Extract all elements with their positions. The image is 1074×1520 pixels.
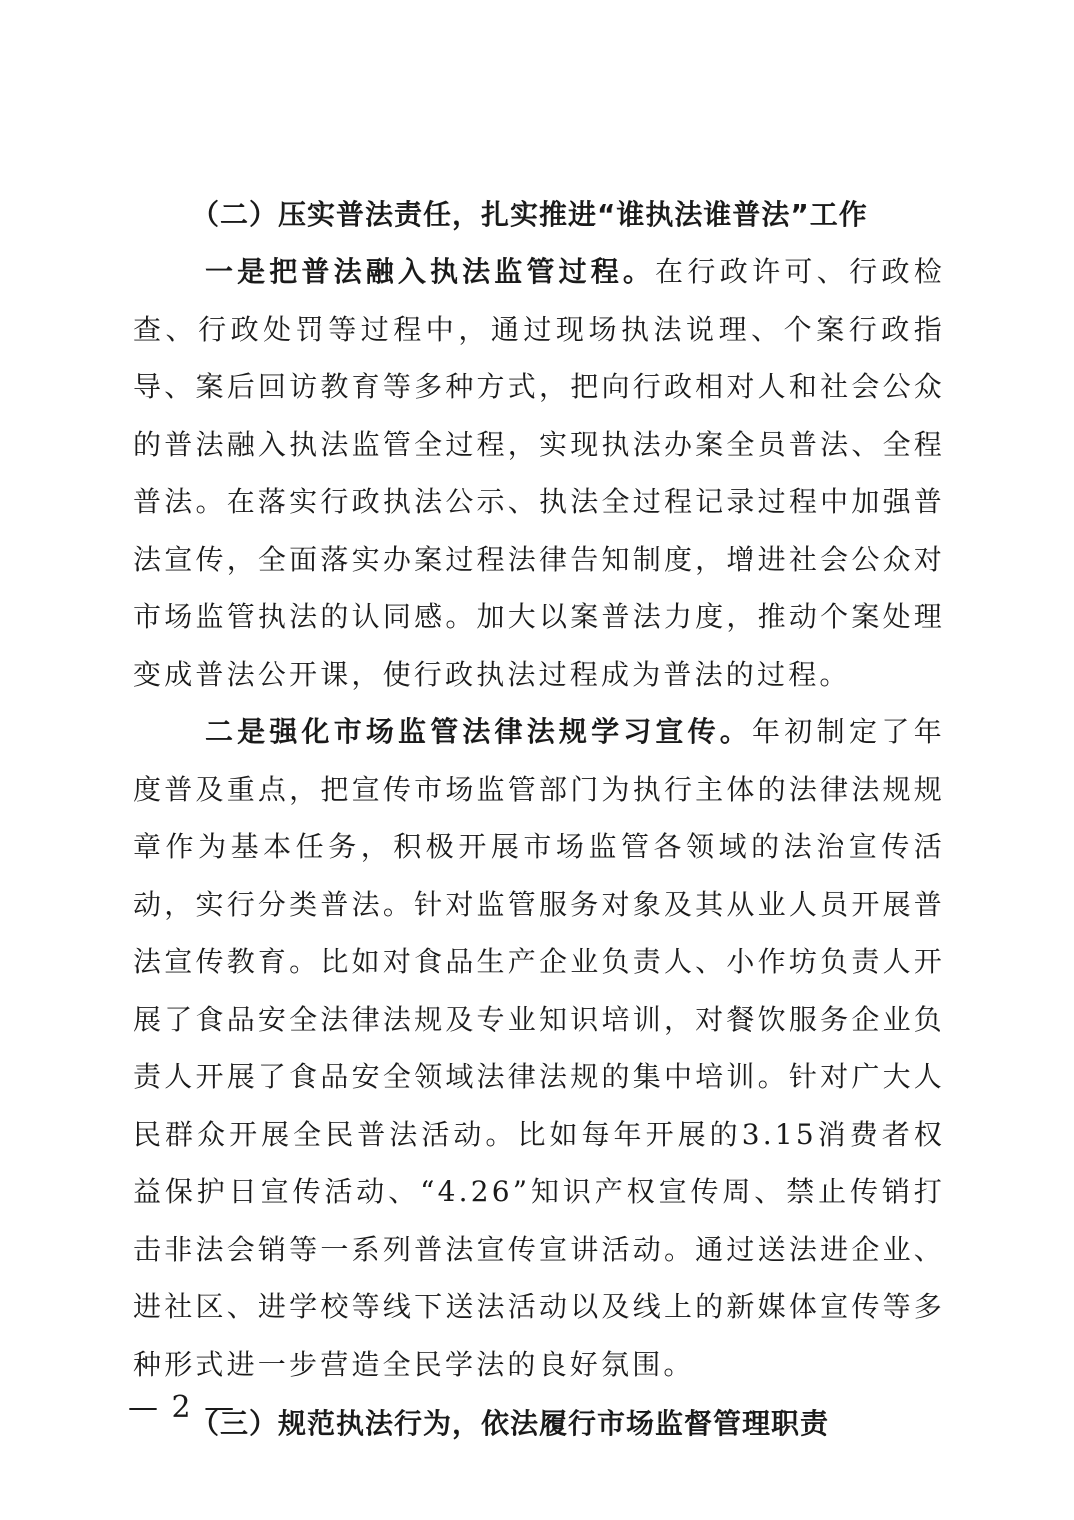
- paragraph-1: [133, 243, 945, 703]
- document-body: [133, 186, 945, 1452]
- paragraph-2-body: 年初制定了年度普及重点，把宣传市场监管部门为执行主体的法律法规规章作为基本任务，积极开展市场监管各领域的法治宣传活动，实行分类普法。针对监管服务对象及其从业人员开展普法宣传教育。比如对食品生产企业负责人、小作坊负责人开展了食品安全法律法规及专业知识培训，对餐饮服务企业负责人开展了食品安全领域法律法规的集中培训。针对广大人民群众开展全民普法活动。比如每年开展的3.15消费者权益保护日宣传活动、“4.26”知识产权宣传周、禁止传销打击非法会销等一系列普法宣传宣讲活动。通过送法进企业、进社区、进学校等线下送法活动以及线上的新媒体宣传等多种形式进一步营造全民学法的良好氛围。: [133, 715, 945, 1381]
- paragraph-2: [133, 703, 945, 1393]
- paragraph-2-lead: 二是强化市场监管法律法规学习宣传。: [205, 715, 752, 748]
- paragraph-1-body: 在行政许可、行政检查、行政处罚等过程中，通过现场执法说理、个案行政指导、案后回访教育等多种方式，把向行政相对人和社会公众的普法融入执法监管全过程，实现执法办案全员普法、全程普法。在落实行政执法公示、执法全过程记录过程中加强普法宣传，全面落实办案过程法律告知制度，增进社会公众对市场监管执法的认同感。加大以案普法力度，推动个案处理变成普法公开课，使行政执法过程成为普法的过程。: [133, 255, 945, 691]
- paragraph-1-lead: 一是把普法融入执法监管过程。: [205, 255, 656, 288]
- page-number: — 2 —: [128, 1390, 237, 1425]
- section-heading-2: （二）压实普法责任，扎实推进“谁执法谁普法”工作: [191, 198, 868, 231]
- section-heading-3: （三）规范执法行为，依法履行市场监督管理职责: [191, 1407, 830, 1440]
